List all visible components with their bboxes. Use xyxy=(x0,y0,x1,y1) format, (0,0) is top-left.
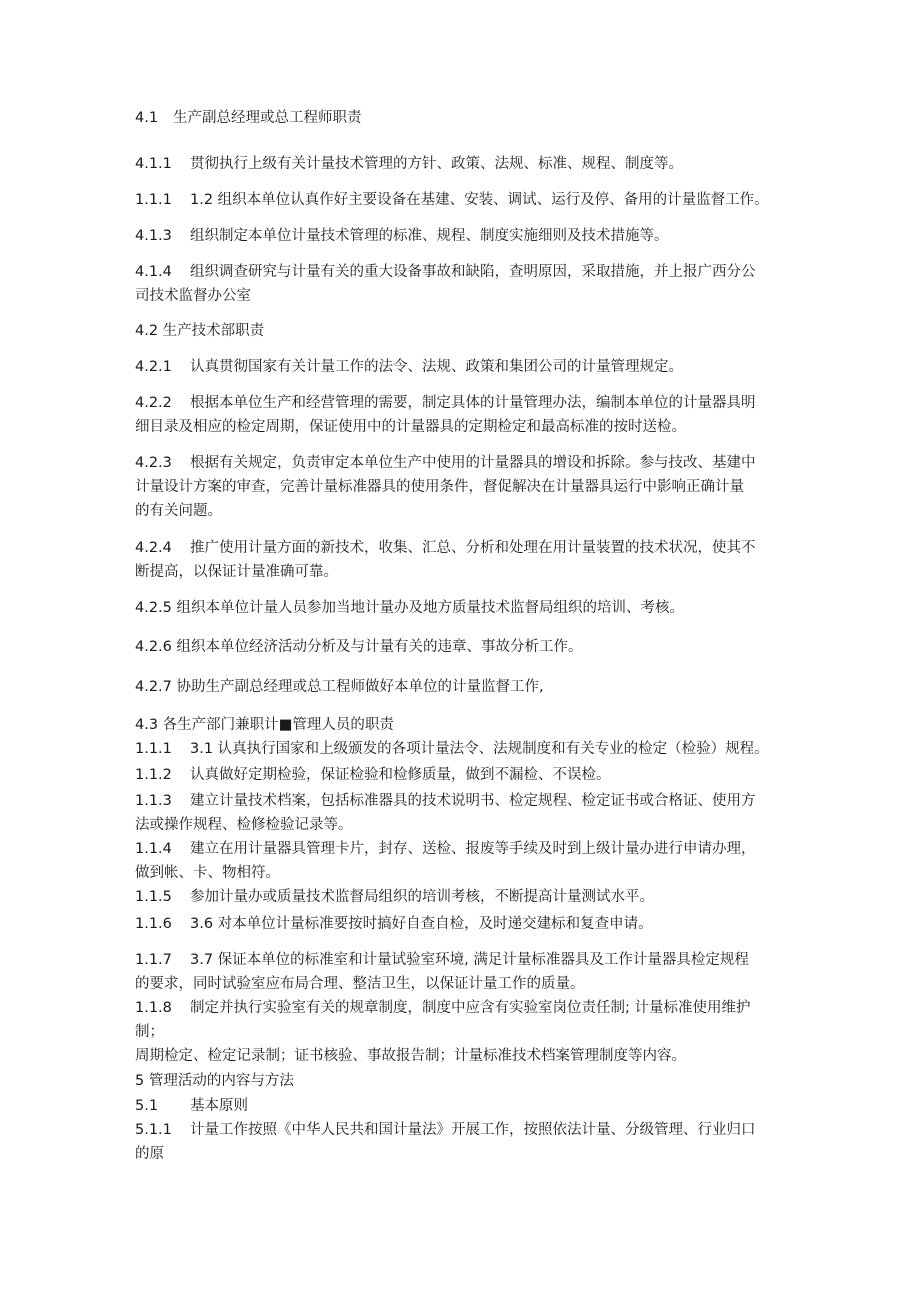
clause-number: 1.1.4 xyxy=(135,841,172,857)
clause-text: 制定并执行实验室有关的规章制度，制度中应含有实验室岗位责任制; 计量标准使用维护 xyxy=(190,1000,751,1016)
clause-number: 1.1.6 xyxy=(135,916,172,932)
clause-number: 5.1.1 xyxy=(135,1122,172,1138)
section-title: 4.3 各生产部门兼职计■管理人员的职责 xyxy=(135,717,394,733)
paragraph-line xyxy=(135,740,769,758)
section-heading xyxy=(135,1097,248,1115)
section-heading xyxy=(135,1072,294,1090)
paragraph-line xyxy=(135,840,756,858)
clause-text: 断提高，以保证计量准确可靠。 xyxy=(135,564,338,580)
clause-text: 组织调查研究与计量有关的重大设备事故和缺陷，查明原因，采取措施，并上报广西分公 xyxy=(190,264,756,280)
clause-text: 3.6 对本单位计量标准要按时搞好自查自检，及时递交建标和复查申请。 xyxy=(190,916,653,932)
clause-number: 4.2.3 xyxy=(135,455,172,471)
clause-number: 1.1.1 xyxy=(135,192,172,208)
paragraph-line xyxy=(135,502,222,520)
paragraph-line xyxy=(135,816,353,834)
clause-text: 的要求，同时试验室应布局合理、整洁卫生，以保证计量工作的质量。 xyxy=(135,976,585,992)
paragraph-line xyxy=(135,287,251,305)
paragraph-line xyxy=(135,1023,164,1041)
clause-number: 1.1.1 xyxy=(135,741,172,757)
paragraph-line xyxy=(135,999,751,1017)
clause-number: 1.1.3 xyxy=(135,793,172,809)
clause-number: 4.2.1 xyxy=(135,359,172,375)
paragraph-line xyxy=(135,358,683,376)
clause-text: 根据有关规定，负责审定本单位生产中使用的计量器具的增设和拆除。参与技改、基建中 xyxy=(190,455,756,471)
paragraph-line xyxy=(135,888,654,906)
section-heading xyxy=(135,109,362,127)
clause-text: 的有关问题。 xyxy=(135,503,222,519)
clause-text: 贯彻执行上级有关计量技术管理的方针、政策、法规、标准、规程、制度等。 xyxy=(190,156,683,172)
clause-text: 周期检定、检定记录制；证书核验、事故报告制；计量标准技术档案管理制度等内容。 xyxy=(135,1048,686,1064)
clause-text: 法或操作规程、检修检验记录等。 xyxy=(135,817,353,833)
paragraph-line xyxy=(135,766,611,784)
clause-text: 建立在用计量器具管理卡片，封存、送检、报废等手续及时到上级计量办进行申请办理， xyxy=(190,841,756,857)
clause-number: 4.1.3 xyxy=(135,228,172,244)
paragraph-line xyxy=(135,951,749,969)
paragraph-line xyxy=(135,1047,686,1065)
section-number: 4.1 xyxy=(135,110,159,126)
paragraph-line xyxy=(135,792,756,810)
clause-number: 4.2.2 xyxy=(135,395,172,411)
clause-text: 4.2.6 组织本单位经济活动分析及与计量有关的违章、事故分析工作。 xyxy=(135,639,583,655)
clause-text: 细目录及相应的检定周期，保证使用中的计量器具的定期检定和最高标准的按时送检。 xyxy=(135,419,686,435)
clause-text: 推广使用计量方面的新技术，收集、汇总、分析和处理在用计量装置的技术状况，使其不 xyxy=(190,540,756,556)
clause-number: 1.1.2 xyxy=(135,767,172,783)
clause-number: 4.2.4 xyxy=(135,540,172,556)
section-heading xyxy=(135,322,264,340)
paragraph-line xyxy=(135,1121,756,1139)
paragraph-line xyxy=(135,975,585,993)
clause-number: 1.1.7 xyxy=(135,952,172,968)
paragraph-line xyxy=(135,263,756,281)
clause-text: 的原 xyxy=(135,1146,164,1162)
paragraph-line xyxy=(135,539,756,557)
section-heading xyxy=(135,716,394,734)
section-number: 5.1 xyxy=(135,1098,159,1114)
paragraph-line xyxy=(135,191,769,209)
clause-text: 司技术监督办公室 xyxy=(135,288,251,304)
clause-text: 建立计量技术档案，包括标准器具的技术说明书、检定规程、检定证书或合格证、使用方 xyxy=(190,793,756,809)
paragraph-line xyxy=(135,915,653,933)
paragraph-line xyxy=(135,454,756,472)
clause-text: 认真贯彻国家有关计量工作的法令、法规、政策和集团公司的计量管理规定。 xyxy=(190,359,683,375)
paragraph-line xyxy=(135,864,280,882)
clause-text: 组织制定本单位计量技术管理的标准、规程、制度实施细则及技术措施等。 xyxy=(190,228,669,244)
paragraph-line xyxy=(135,638,583,656)
clause-text: 4.2.7 协助生产副总经理或总工程师做好本单位的计量监督工作, xyxy=(135,679,544,695)
clause-text: 3.1 认真执行国家和上级颁发的各项计量法令、法规制度和有关专业的检定（检验）规程。 xyxy=(190,741,769,757)
paragraph-line xyxy=(135,394,756,412)
clause-number: 4.1.1 xyxy=(135,156,172,172)
clause-text: 根据本单位生产和经营管理的需要，制定具体的计量管理办法，编制本单位的计量器具明 xyxy=(190,395,756,411)
clause-number: 4.1.4 xyxy=(135,264,172,280)
paragraph-line xyxy=(135,155,683,173)
clause-text: 4.2.5 组织本单位计量人员参加当地计量办及地方质量技术监督局组织的培训、考核。 xyxy=(135,600,685,616)
clause-number: 1.1.8 xyxy=(135,1000,172,1016)
clause-text: 3.7 保证本单位的标准室和计量试验室环境, 满足计量标准器具及工作计量器具检定规程 xyxy=(190,952,749,968)
clause-text: 做到帐、卡、物相符。 xyxy=(135,865,280,881)
clause-text: 认真做好定期检验，保证检验和检修质量，做到不漏检、不误检。 xyxy=(190,767,611,783)
section-title: 4.2 生产技术部职责 xyxy=(135,323,265,339)
paragraph-line xyxy=(135,418,686,436)
paragraph-line xyxy=(135,678,544,696)
clause-text: 1.2 组织本单位认真作好主要设备在基建、安装、调试、运行及停、备用的计量监督工作。 xyxy=(190,192,769,208)
paragraph-line xyxy=(135,563,338,581)
paragraph-line xyxy=(135,599,684,617)
section-title: 生产副总经理或总工程师职责 xyxy=(173,110,362,126)
clause-text: 制； xyxy=(135,1024,164,1040)
paragraph-line xyxy=(135,227,669,245)
section-title: 5 管理活动的内容与方法 xyxy=(135,1073,294,1089)
section-title: 基本原则 xyxy=(190,1098,248,1114)
clause-text: 计量设计方案的审查，完善计量标准器具的使用条件，督促解决在计量器具运行中影响正确计量 xyxy=(135,479,744,495)
clause-number: 1.1.5 xyxy=(135,889,172,905)
paragraph-line xyxy=(135,1145,164,1163)
clause-text: 参加计量办或质量技术监督局组织的培训考核，不断提高计量测试水平。 xyxy=(190,889,654,905)
paragraph-line xyxy=(135,478,744,496)
clause-text: 计量工作按照《中华人民共和国计量法》开展工作，按照依法计量、分级管理、行业归口 xyxy=(190,1122,756,1138)
